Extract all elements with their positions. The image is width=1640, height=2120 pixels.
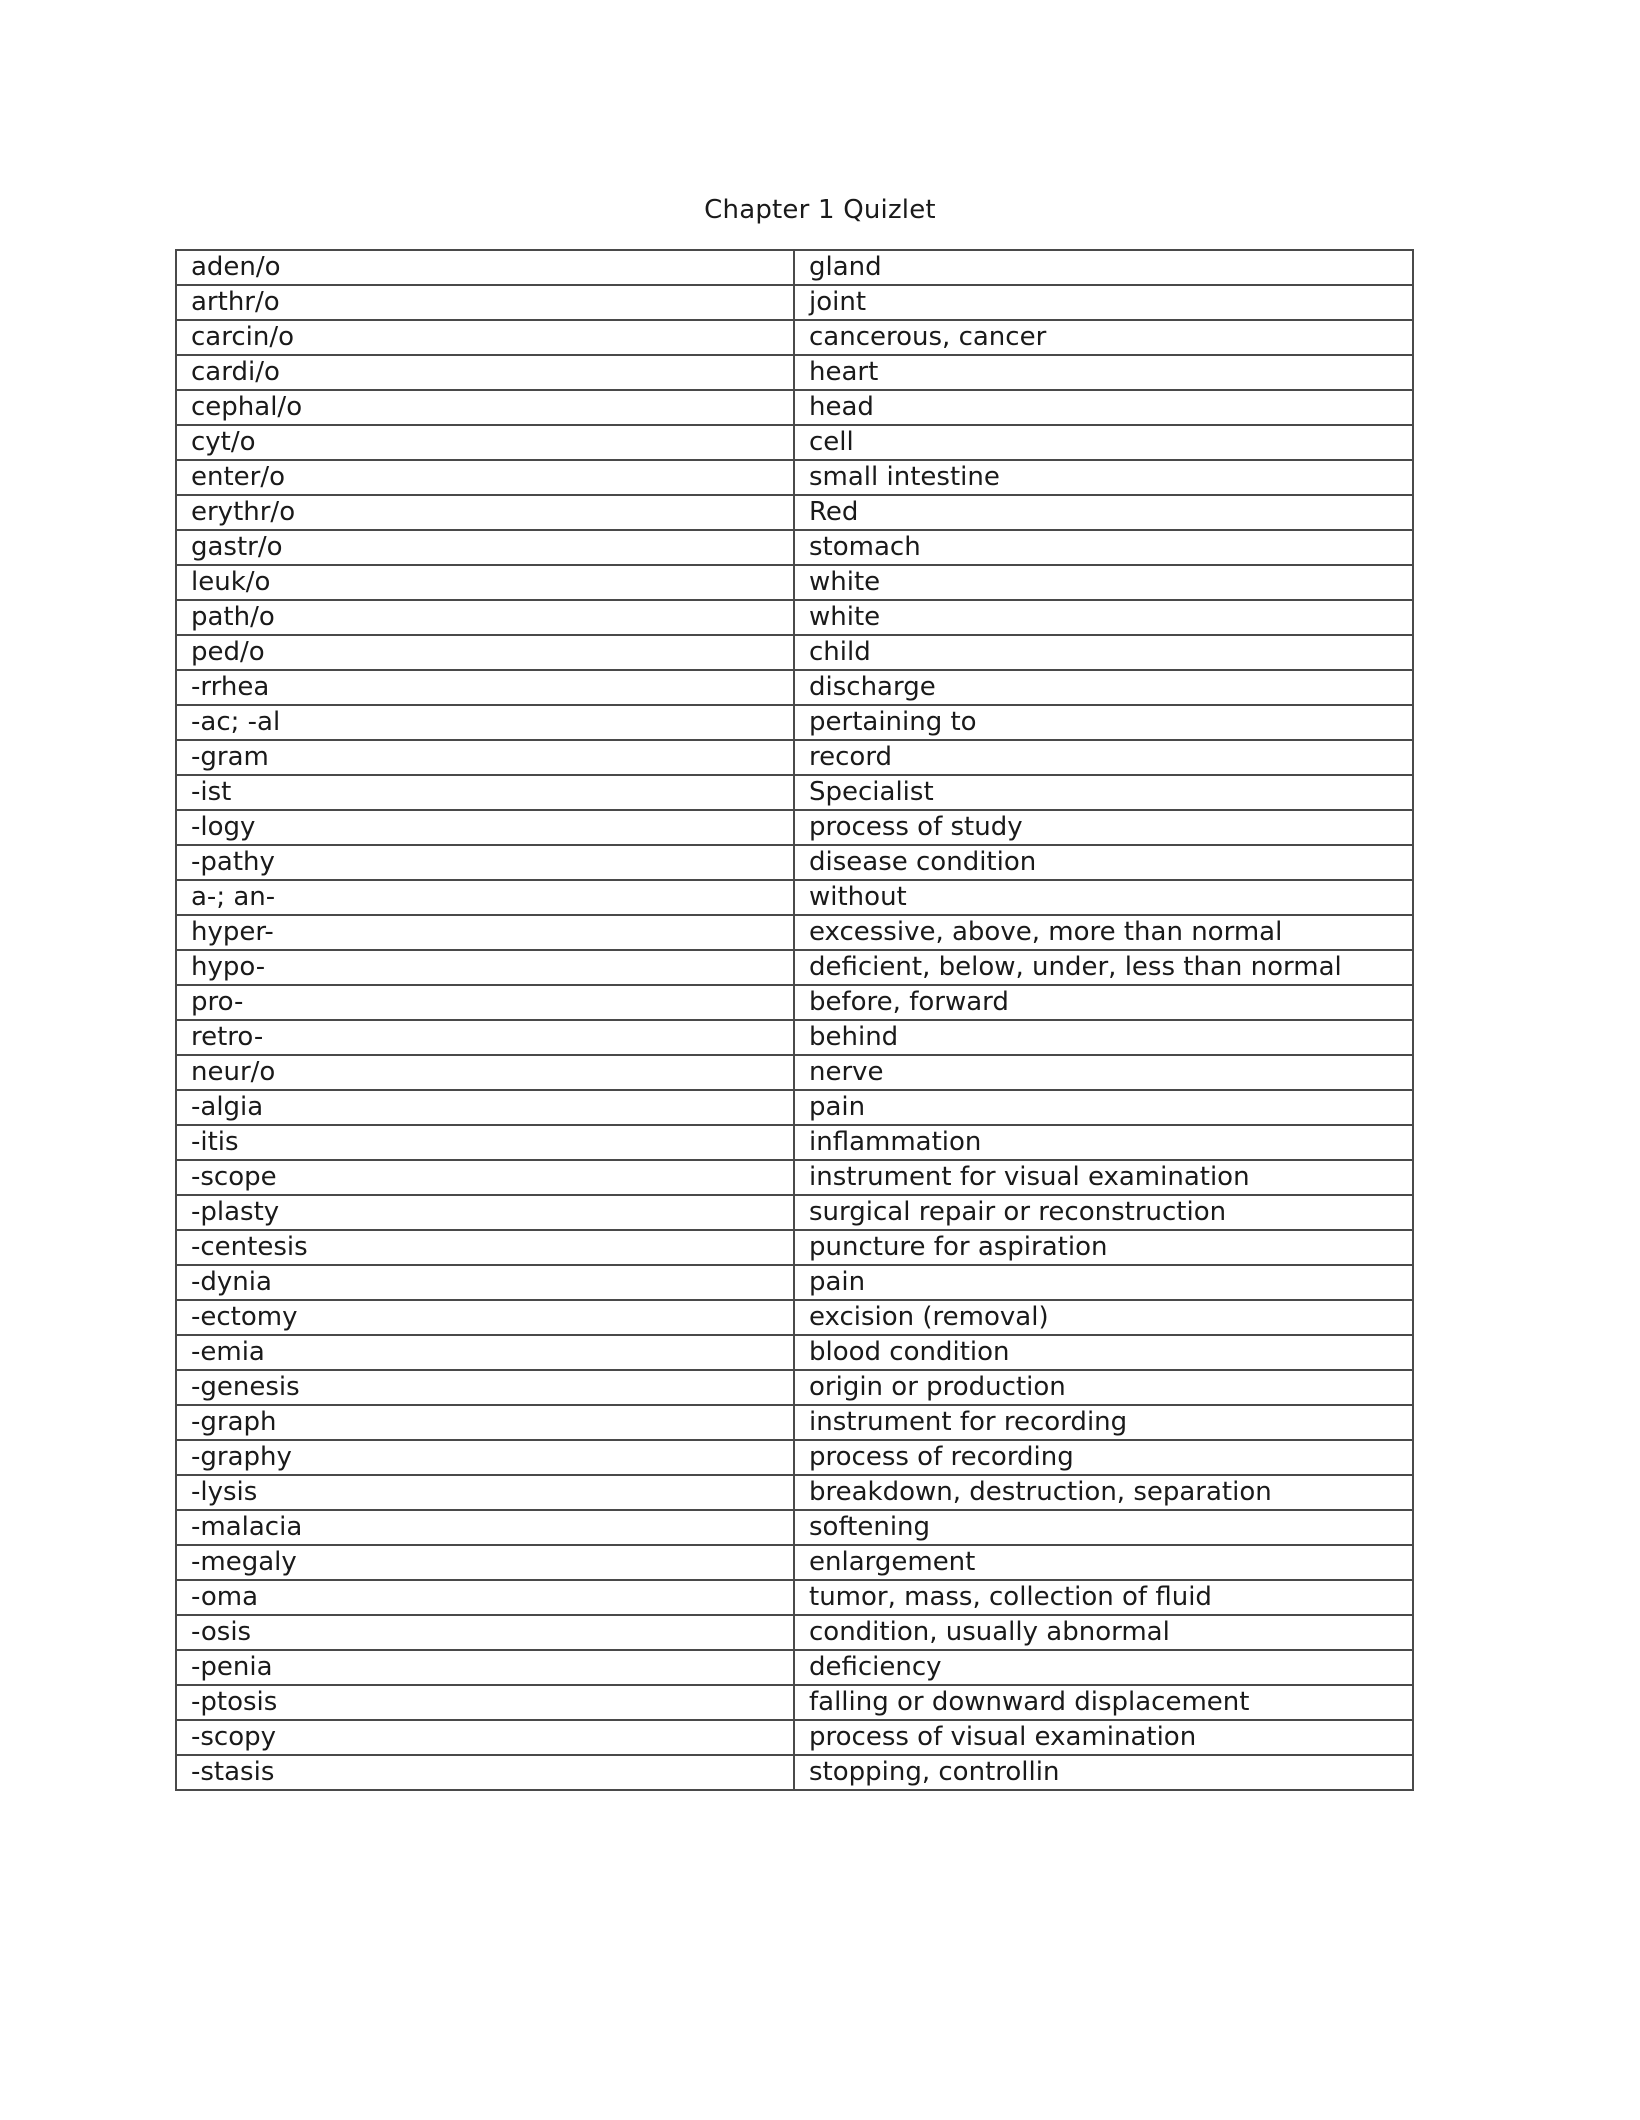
table-row bbox=[176, 1265, 1413, 1300]
term-cell: -graph bbox=[176, 1405, 794, 1440]
definition-cell: inflammation bbox=[794, 1125, 1413, 1160]
term-cell: ped/o bbox=[176, 635, 794, 670]
table-row bbox=[176, 985, 1413, 1020]
table-row bbox=[176, 810, 1413, 845]
table-row bbox=[176, 670, 1413, 705]
definition-cell: heart bbox=[794, 355, 1413, 390]
definition-cell: falling or downward displacement bbox=[794, 1685, 1413, 1720]
term-cell: enter/o bbox=[176, 460, 794, 495]
term-cell: -emia bbox=[176, 1335, 794, 1370]
term-cell: cephal/o bbox=[176, 390, 794, 425]
table-row bbox=[176, 1475, 1413, 1510]
term-cell: -itis bbox=[176, 1125, 794, 1160]
definition-cell: softening bbox=[794, 1510, 1413, 1545]
table-row bbox=[176, 1055, 1413, 1090]
table-row bbox=[176, 775, 1413, 810]
term-cell: -dynia bbox=[176, 1265, 794, 1300]
table-row bbox=[176, 1720, 1413, 1755]
table-row bbox=[176, 1160, 1413, 1195]
definition-cell: nerve bbox=[794, 1055, 1413, 1090]
term-cell: -plasty bbox=[176, 1195, 794, 1230]
table-row bbox=[176, 1370, 1413, 1405]
definition-cell: without bbox=[794, 880, 1413, 915]
definition-cell: deficiency bbox=[794, 1650, 1413, 1685]
definition-cell: stomach bbox=[794, 530, 1413, 565]
table-row bbox=[176, 1405, 1413, 1440]
definition-cell: before, forward bbox=[794, 985, 1413, 1020]
term-cell: -graphy bbox=[176, 1440, 794, 1475]
definition-cell: white bbox=[794, 600, 1413, 635]
table-row bbox=[176, 355, 1413, 390]
table-row bbox=[176, 600, 1413, 635]
term-cell: -scope bbox=[176, 1160, 794, 1195]
term-cell: -genesis bbox=[176, 1370, 794, 1405]
term-cell: -pathy bbox=[176, 845, 794, 880]
definition-cell: cell bbox=[794, 425, 1413, 460]
table-row bbox=[176, 495, 1413, 530]
term-cell: -gram bbox=[176, 740, 794, 775]
term-cell: neur/o bbox=[176, 1055, 794, 1090]
table-row bbox=[176, 1090, 1413, 1125]
term-cell: leuk/o bbox=[176, 565, 794, 600]
term-cell: carcin/o bbox=[176, 320, 794, 355]
definition-cell: head bbox=[794, 390, 1413, 425]
table-row bbox=[176, 1755, 1413, 1790]
table-row bbox=[176, 460, 1413, 495]
definition-cell: pain bbox=[794, 1090, 1413, 1125]
table-row bbox=[176, 1335, 1413, 1370]
table-row bbox=[176, 390, 1413, 425]
table-row bbox=[176, 635, 1413, 670]
definition-cell: pain bbox=[794, 1265, 1413, 1300]
term-cell: -lysis bbox=[176, 1475, 794, 1510]
definition-cell: small intestine bbox=[794, 460, 1413, 495]
definition-cell: process of recording bbox=[794, 1440, 1413, 1475]
definition-cell: pertaining to bbox=[794, 705, 1413, 740]
definition-cell: process of visual examination bbox=[794, 1720, 1413, 1755]
definition-cell: tumor, mass, collection of fluid bbox=[794, 1580, 1413, 1615]
definition-cell: cancerous, cancer bbox=[794, 320, 1413, 355]
definition-cell: surgical repair or reconstruction bbox=[794, 1195, 1413, 1230]
definition-cell: process of study bbox=[794, 810, 1413, 845]
term-cell: erythr/o bbox=[176, 495, 794, 530]
definition-cell: joint bbox=[794, 285, 1413, 320]
term-cell: -ectomy bbox=[176, 1300, 794, 1335]
term-cell: -scopy bbox=[176, 1720, 794, 1755]
table-row bbox=[176, 1230, 1413, 1265]
table-row bbox=[176, 1300, 1413, 1335]
term-cell: a-; an- bbox=[176, 880, 794, 915]
table-row bbox=[176, 1125, 1413, 1160]
table-row bbox=[176, 915, 1413, 950]
definition-cell: instrument for recording bbox=[794, 1405, 1413, 1440]
term-cell: -rrhea bbox=[176, 670, 794, 705]
term-cell: pro- bbox=[176, 985, 794, 1020]
term-cell: -stasis bbox=[176, 1755, 794, 1790]
term-cell: -ptosis bbox=[176, 1685, 794, 1720]
term-cell: -osis bbox=[176, 1615, 794, 1650]
term-cell: path/o bbox=[176, 600, 794, 635]
term-cell: retro- bbox=[176, 1020, 794, 1055]
table-row bbox=[176, 285, 1413, 320]
definition-cell: Specialist bbox=[794, 775, 1413, 810]
table-row bbox=[176, 740, 1413, 775]
table-row bbox=[176, 1510, 1413, 1545]
term-cell: -penia bbox=[176, 1650, 794, 1685]
table-row bbox=[176, 705, 1413, 740]
table-row bbox=[176, 1440, 1413, 1475]
table-row bbox=[176, 1020, 1413, 1055]
term-cell: -oma bbox=[176, 1580, 794, 1615]
definition-cell: stopping, controllin bbox=[794, 1755, 1413, 1790]
term-cell: -logy bbox=[176, 810, 794, 845]
table-row bbox=[176, 1195, 1413, 1230]
term-cell: aden/o bbox=[176, 250, 794, 285]
definition-cell: excision (removal) bbox=[794, 1300, 1413, 1335]
term-cell: arthr/o bbox=[176, 285, 794, 320]
term-cell: hyper- bbox=[176, 915, 794, 950]
table-row bbox=[176, 1685, 1413, 1720]
table-row bbox=[176, 1650, 1413, 1685]
table-row bbox=[176, 530, 1413, 565]
table-row bbox=[176, 425, 1413, 460]
definition-cell: gland bbox=[794, 250, 1413, 285]
term-cell: hypo- bbox=[176, 950, 794, 985]
definition-cell: excessive, above, more than normal bbox=[794, 915, 1413, 950]
definition-cell: blood condition bbox=[794, 1335, 1413, 1370]
definition-cell: child bbox=[794, 635, 1413, 670]
definition-cell: puncture for aspiration bbox=[794, 1230, 1413, 1265]
table-row bbox=[176, 1545, 1413, 1580]
term-cell: -ist bbox=[176, 775, 794, 810]
term-cell: -algia bbox=[176, 1090, 794, 1125]
term-cell: -malacia bbox=[176, 1510, 794, 1545]
definition-cell: Red bbox=[794, 495, 1413, 530]
table-row bbox=[176, 565, 1413, 600]
table-row bbox=[176, 950, 1413, 985]
definition-cell: deficient, below, under, less than normal bbox=[794, 950, 1413, 985]
definition-cell: record bbox=[794, 740, 1413, 775]
table-row bbox=[176, 845, 1413, 880]
term-cell: -ac; -al bbox=[176, 705, 794, 740]
term-cell: gastr/o bbox=[176, 530, 794, 565]
definition-cell: breakdown, destruction, separation bbox=[794, 1475, 1413, 1510]
table-row bbox=[176, 320, 1413, 355]
table-row bbox=[176, 880, 1413, 915]
term-cell: cyt/o bbox=[176, 425, 794, 460]
definition-cell: behind bbox=[794, 1020, 1413, 1055]
definition-cell: white bbox=[794, 565, 1413, 600]
term-table-body bbox=[176, 250, 1413, 1790]
table-row bbox=[176, 1580, 1413, 1615]
term-table bbox=[175, 249, 1414, 1791]
page-title: Chapter 1 Quizlet bbox=[704, 195, 936, 225]
table-row bbox=[176, 250, 1413, 285]
term-cell: -megaly bbox=[176, 1545, 794, 1580]
table-row bbox=[176, 1615, 1413, 1650]
definition-cell: discharge bbox=[794, 670, 1413, 705]
definition-cell: origin or production bbox=[794, 1370, 1413, 1405]
term-cell: cardi/o bbox=[176, 355, 794, 390]
term-cell: -centesis bbox=[176, 1230, 794, 1265]
definition-cell: disease condition bbox=[794, 845, 1413, 880]
definition-cell: instrument for visual examination bbox=[794, 1160, 1413, 1195]
definition-cell: enlargement bbox=[794, 1545, 1413, 1580]
definition-cell: condition, usually abnormal bbox=[794, 1615, 1413, 1650]
